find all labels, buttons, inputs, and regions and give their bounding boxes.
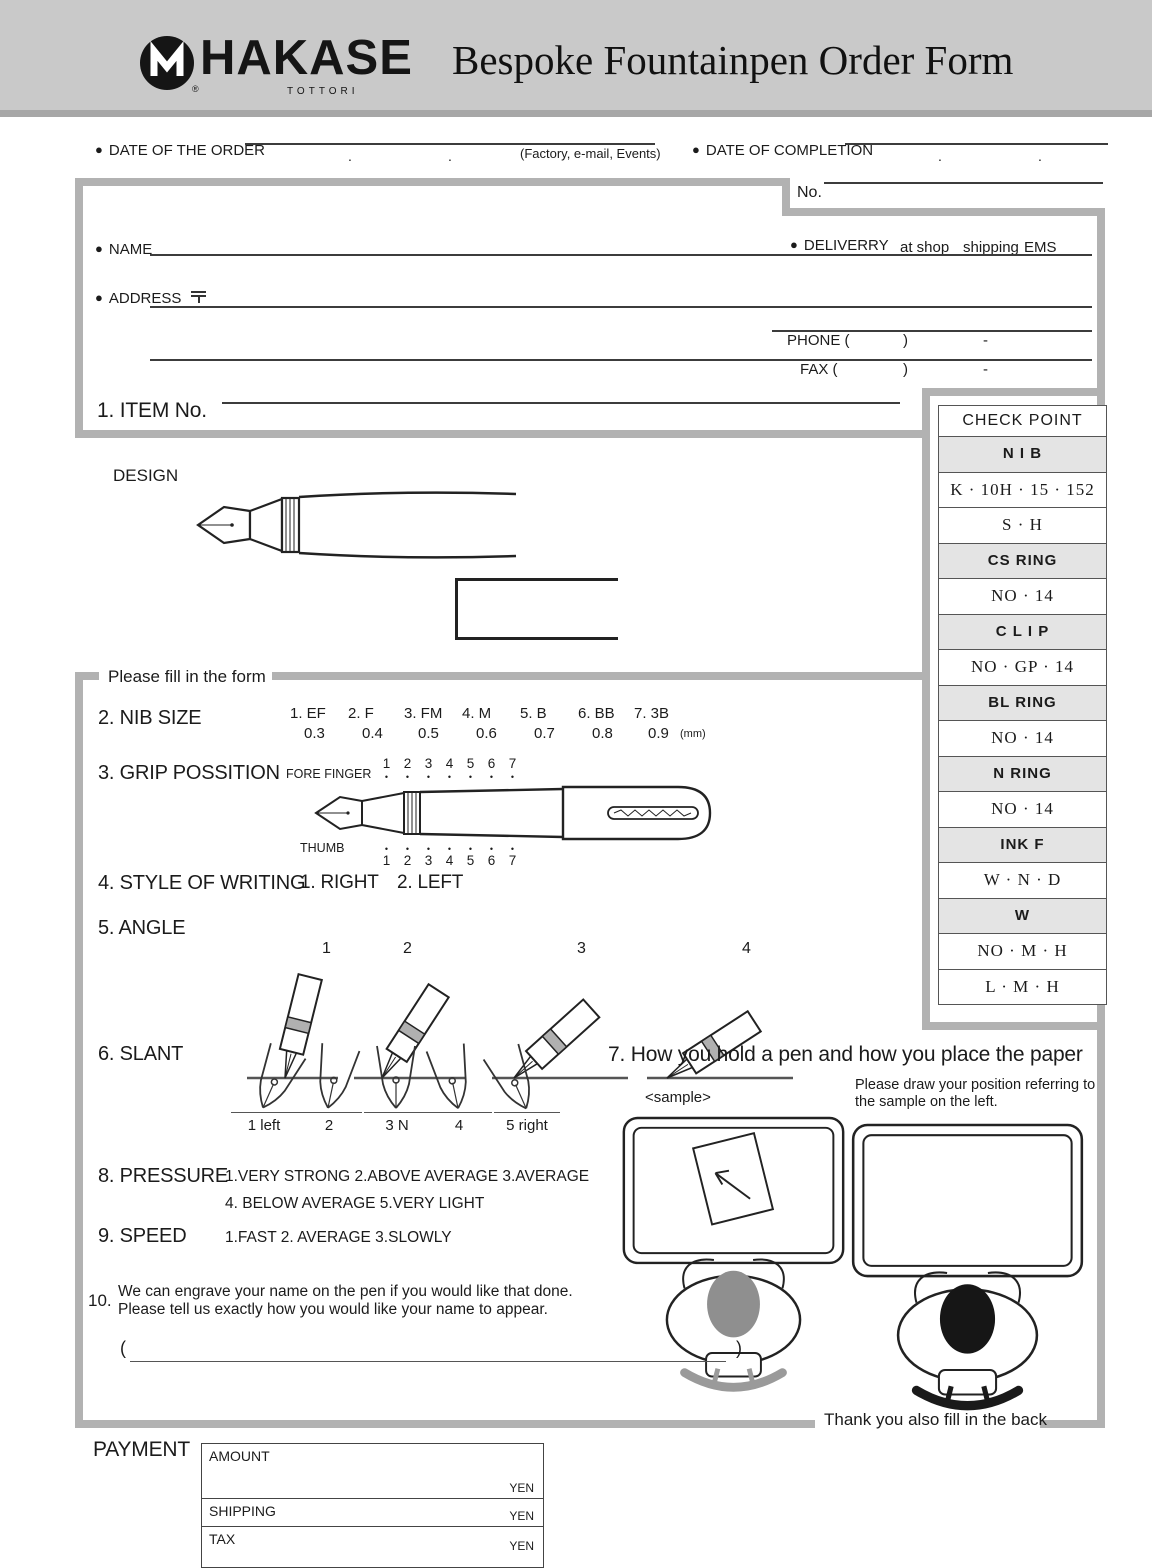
grip-position-label: 3. GRIP POSSITION bbox=[98, 762, 280, 784]
check-row-nib-options2[interactable]: S · H bbox=[939, 508, 1106, 544]
payment-row-amount[interactable]: AMOUNT YEN bbox=[202, 1444, 543, 1499]
nib-option-m[interactable]: 4. M 0.6 bbox=[462, 705, 497, 742]
delivery-label: ● DELIVERRY bbox=[790, 237, 889, 254]
payment-table bbox=[201, 1443, 544, 1568]
nib-size-label: 2. NIB SIZE bbox=[98, 707, 202, 729]
nib-option-b[interactable]: 5. B 0.7 bbox=[520, 705, 555, 742]
check-row-inkf-head: INK F bbox=[939, 828, 1106, 864]
brand-name: HAKASE bbox=[200, 31, 413, 85]
your-position-drawing[interactable] bbox=[845, 1118, 1090, 1380]
engrave-field[interactable] bbox=[130, 1316, 726, 1362]
slant-nib-icon bbox=[369, 1042, 425, 1112]
date-of-order-label: ● DATE OF THE ORDER bbox=[95, 142, 265, 159]
checkpoint-box-border bbox=[922, 1022, 1105, 1030]
payment-row-tax[interactable]: TAX YEN bbox=[209, 1531, 534, 1553]
design-blank-box[interactable] bbox=[455, 578, 618, 640]
bullet-icon: ● bbox=[95, 241, 103, 256]
nib-option-bb[interactable]: 6. BB 0.8 bbox=[578, 705, 615, 742]
address-label: ● ADDRESS bbox=[95, 290, 206, 307]
fore-finger-positions[interactable]: 1 2 3 4 5 6 7 bbox=[382, 756, 517, 771]
speed-label: 9. SPEED bbox=[98, 1225, 187, 1247]
fore-finger-label: FORE FINGER bbox=[286, 767, 372, 781]
name-field[interactable] bbox=[150, 254, 1092, 256]
fax-dash: - bbox=[983, 361, 988, 378]
phone-dash: - bbox=[983, 332, 988, 349]
angle-option-4[interactable]: 4 bbox=[742, 940, 751, 957]
registered-mark: ® bbox=[192, 84, 199, 94]
phone-paren: ) bbox=[903, 332, 908, 349]
address-field-line1[interactable] bbox=[150, 306, 1092, 308]
bullet-icon: ● bbox=[95, 142, 103, 157]
nib-option-3b[interactable]: 7. 3B 0.9 bbox=[634, 705, 670, 742]
speed-options[interactable]: 1.FAST 2. AVERAGE 3.SLOWLY bbox=[225, 1229, 452, 1246]
style-option-right[interactable]: 1. RIGHT bbox=[300, 872, 379, 893]
nib-size-unit: (mm) bbox=[680, 728, 706, 740]
date-of-completion-field[interactable] bbox=[845, 143, 1108, 145]
thumb-label: THUMB bbox=[300, 841, 345, 855]
check-row-csring-head: CS RING bbox=[939, 544, 1106, 580]
check-row-w-head: W bbox=[939, 899, 1106, 935]
date-of-order-field[interactable] bbox=[245, 143, 655, 145]
angle-option-3[interactable]: 3 bbox=[577, 940, 586, 957]
nib-option-fm[interactable]: 3. FM 0.5 bbox=[404, 705, 443, 742]
angle-option-2[interactable]: 2 bbox=[403, 940, 412, 957]
hold-pen-label: 7. How you hold a pen and how you place the paper bbox=[608, 1043, 1083, 1066]
no-label: No. bbox=[797, 184, 822, 201]
check-row-csring-options[interactable]: NO · 14 bbox=[939, 579, 1106, 615]
address-field-line2[interactable] bbox=[150, 359, 1092, 361]
check-point-table bbox=[938, 405, 1107, 1005]
date-separator: . bbox=[1038, 148, 1042, 164]
fountain-pen-drawing bbox=[310, 782, 722, 844]
angle-label: 5. ANGLE bbox=[98, 917, 186, 939]
check-row-w-options[interactable]: NO · M · H bbox=[939, 934, 1106, 970]
check-row-nib-options[interactable]: K · 10H · 15 · 152 bbox=[939, 473, 1106, 509]
hold-note-line2: the sample on the left. bbox=[855, 1094, 998, 1110]
name-label: ● NAME bbox=[95, 241, 153, 258]
fax-label: FAX ( bbox=[800, 361, 838, 378]
nib-option-ef[interactable]: 1. EF 0.3 bbox=[290, 705, 326, 742]
style-of-writing-label: 4. STYLE OF WRITING bbox=[98, 872, 306, 894]
phone-label: PHONE ( bbox=[787, 332, 850, 349]
payment-row-shipping[interactable]: SHIPPING YEN bbox=[202, 1499, 543, 1527]
bullet-icon: ● bbox=[790, 237, 798, 252]
fill-in-form-label: Please fill in the form bbox=[108, 667, 266, 686]
nib-option-f[interactable]: 2. F 0.4 bbox=[348, 705, 383, 742]
slant-option-4[interactable]: 4 bbox=[426, 1042, 492, 1134]
check-row-nring-options[interactable]: NO · 14 bbox=[939, 792, 1106, 828]
postal-mark-icon bbox=[191, 290, 206, 303]
engrave-line2: Please tell us exactly how you would like your name to appear. bbox=[118, 1301, 548, 1318]
check-row-clip-options[interactable]: NO · GP · 14 bbox=[939, 650, 1106, 686]
bullet-icon: ● bbox=[95, 290, 103, 305]
style-option-left[interactable]: 2. LEFT bbox=[397, 872, 464, 893]
check-row-w-options2[interactable]: L · M · H bbox=[985, 976, 1060, 996]
check-row-blring-head: BL RING bbox=[939, 686, 1106, 722]
back-note: Thank you also fill in the back bbox=[824, 1410, 1048, 1429]
brand-subtitle: TOTTORI bbox=[287, 86, 359, 97]
slant-nib-icon bbox=[418, 1038, 487, 1118]
delivery-option-ems[interactable]: EMS bbox=[1024, 239, 1057, 256]
check-row-nib-head: N I B bbox=[939, 437, 1106, 473]
check-row-clip-head: C L I P bbox=[939, 615, 1106, 651]
check-point-title: CHECK POINT bbox=[939, 406, 1106, 437]
item-no-field[interactable] bbox=[222, 402, 900, 404]
check-row-blring-options[interactable]: NO · 14 bbox=[939, 721, 1106, 757]
slant-option-3-n[interactable]: 3 N bbox=[364, 1042, 430, 1134]
date-separator: . bbox=[348, 148, 352, 164]
form-box-border bbox=[272, 672, 922, 680]
engrave-open-paren: ( bbox=[120, 1338, 126, 1358]
date-separator: . bbox=[448, 148, 452, 164]
slant-label: 6. SLANT bbox=[98, 1043, 184, 1065]
form-box-border bbox=[75, 672, 83, 1428]
logo-monogram-icon bbox=[140, 36, 194, 90]
thumb-dots: • • • • • • • bbox=[384, 844, 515, 854]
hakase-logo-icon bbox=[140, 36, 194, 90]
order-box-border bbox=[75, 430, 930, 438]
engrave-number: 10. bbox=[88, 1291, 112, 1310]
sample-label: <sample> bbox=[645, 1089, 711, 1106]
form-box-border bbox=[1040, 1420, 1105, 1428]
delivery-option-at-shop[interactable]: at shop bbox=[900, 239, 950, 256]
pressure-label: 8. PRESSURE bbox=[98, 1165, 229, 1187]
design-label: DESIGN bbox=[113, 466, 179, 485]
payment-label: PAYMENT bbox=[93, 1438, 190, 1461]
hold-note-line1: Please draw your position referring to bbox=[855, 1077, 1096, 1093]
date-separator: . bbox=[938, 148, 942, 164]
checkpoint-box-border bbox=[922, 388, 1105, 396]
page-title: Bespoke Fountainpen Order Form bbox=[452, 37, 1014, 83]
bullet-icon: ● bbox=[692, 142, 700, 157]
date-of-completion-label: ● DATE OF COMPLETION bbox=[692, 142, 874, 159]
pressure-options-line1[interactable]: 1.VERY STRONG 2.ABOVE AVERAGE 3.AVERAGE bbox=[225, 1168, 590, 1185]
slant-nib-icon bbox=[301, 1038, 370, 1118]
order-box-border bbox=[75, 178, 790, 186]
order-box-border bbox=[75, 178, 83, 438]
pressure-options-line2[interactable]: 4. BELOW AVERAGE 5.VERY LIGHT bbox=[225, 1195, 485, 1212]
fax-paren: ) bbox=[903, 361, 908, 378]
check-row-inkf-options[interactable]: W · N · D bbox=[939, 863, 1106, 899]
slant-option-5-right[interactable]: 5 right bbox=[494, 1042, 560, 1134]
engrave-close-paren: ) bbox=[736, 1338, 742, 1358]
form-box-border bbox=[75, 1420, 815, 1428]
phone-field[interactable] bbox=[772, 330, 1092, 332]
fore-finger-dots: • • • • • • • bbox=[384, 772, 515, 782]
item-no-label: 1. ITEM No. bbox=[97, 399, 207, 422]
checkpoint-box-border bbox=[922, 388, 930, 1030]
date-hint: (Factory, e-mail, Events) bbox=[520, 146, 661, 161]
slant-option-1-left[interactable]: 1 left bbox=[231, 1042, 297, 1134]
engrave-line1: We can engrave your name on the pen if you would like that done. bbox=[118, 1283, 573, 1300]
order-box-border bbox=[782, 208, 1105, 216]
angle-option-1[interactable]: 1 bbox=[322, 940, 331, 957]
check-row-nring-head: N RING bbox=[939, 757, 1106, 793]
slant-option-2[interactable]: 2 bbox=[296, 1042, 362, 1134]
thumb-positions[interactable]: 1 2 3 4 5 6 7 bbox=[382, 853, 517, 868]
no-field[interactable] bbox=[824, 182, 1103, 184]
header-divider bbox=[0, 110, 1152, 117]
pen-section-drawing bbox=[190, 486, 520, 564]
delivery-option-shipping[interactable]: shipping bbox=[963, 239, 1019, 256]
your-head bbox=[940, 1284, 995, 1353]
